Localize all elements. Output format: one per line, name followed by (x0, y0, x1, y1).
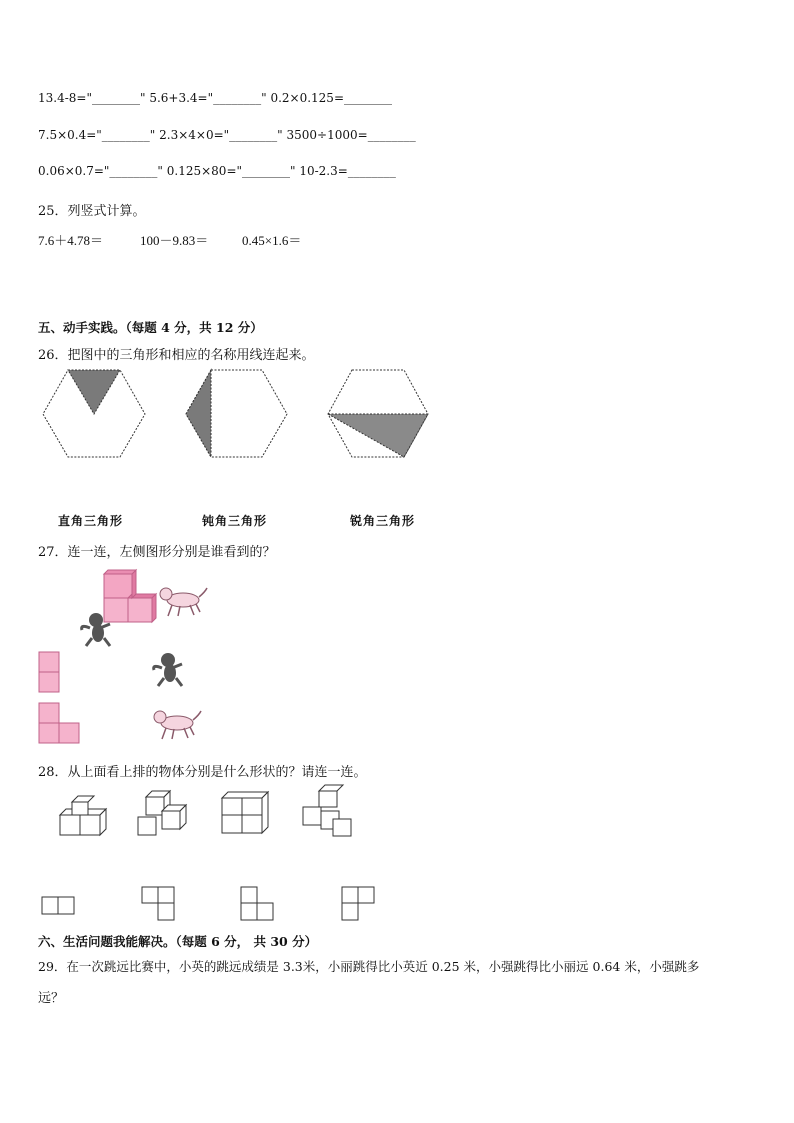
cube-object-2 (138, 791, 186, 835)
cube-object-1 (60, 796, 106, 835)
calc-row-3: 0.06×0.7="________" 0.125×80="________" 10-2.3=________ (38, 164, 396, 178)
top-view-4 (342, 887, 374, 920)
top-view-1 (42, 897, 74, 914)
label-right-triangle: 直角三角形 (58, 514, 124, 528)
calc-row-2: 7.5×0.4="________" 2.3×4×0="________" 3500÷1000=________ (38, 128, 416, 142)
q25-item-3: 0.45×1.6＝ (242, 233, 302, 248)
label-obtuse-triangle: 钝角三角形 (202, 514, 268, 528)
section-6-heading: 六、生活问题我能解决。（每题 6 分， 共 30 分） (38, 934, 318, 949)
top-view-2 (142, 887, 174, 920)
section-5-heading: 五、动手实践。（每题 4 分，共 12 分） (38, 320, 263, 335)
q25-item-1: 7.6＋4.78＝ (38, 233, 104, 248)
calc-row-1: 13.4-8="________" 5.6+3.4="________" 0.2×0.125=________ (38, 91, 392, 105)
q25-item-2: 100－9.83＝ (140, 233, 209, 248)
q29-line-1: 29．在一次跳远比赛中，小英的跳远成绩是 3.3米，小丽跳得比小英近 0.25 米，小强跳得比小丽远 0.64 米，小强跳多 (38, 959, 700, 974)
q29-line-2: 远？ (38, 991, 65, 1006)
cube-object-3 (222, 792, 268, 833)
label-acute-triangle: 锐角三角形 (350, 514, 416, 528)
q28-title: 28．从上面看上排的物体分别是什么形状的？请连一连。 (38, 765, 367, 780)
cube-object-4 (303, 785, 351, 836)
q25-title: 25．列竖式计算。 (38, 204, 146, 219)
q26-title: 26．把图中的三角形和相应的名称用线连起来。 (38, 348, 315, 363)
q27-title: 27．连一连，左侧图形分别是谁看到的？ (38, 545, 276, 560)
top-view-3 (241, 887, 273, 920)
